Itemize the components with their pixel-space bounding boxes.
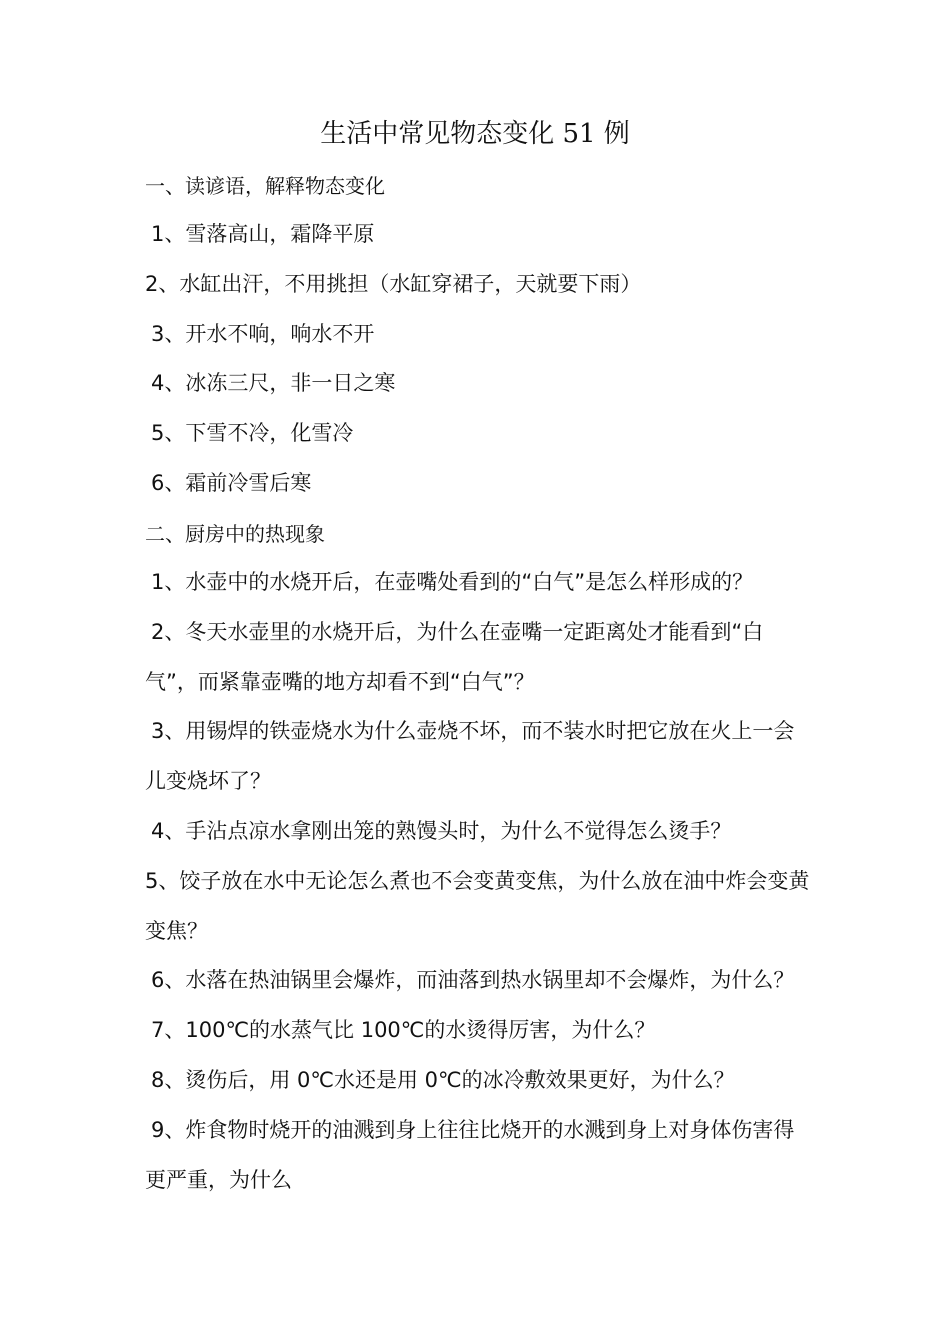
section-heading-1: 一、读谚语，解释物态变化 xyxy=(145,174,385,198)
question-item: 3、用锡焊的铁壶烧水为什么壶烧不坏，而不装水时把它放在火上一会儿变烧坏了？ xyxy=(145,719,795,793)
proverb-item: 2、水缸出汗，不用挑担（水缸穿裙子，天就要下雨） xyxy=(145,272,642,296)
proverb-item: 5、下雪不冷，化雪冷 xyxy=(151,421,354,445)
question-item: 9、炸食物时烧开的油溅到身上往往比烧开的水溅到身上对身体伤害得更严重，为什么 xyxy=(145,1118,795,1192)
proverb-item: 3、开水不响，响水不开 xyxy=(151,322,375,346)
question-item: 5、饺子放在水中无论怎么煮也不会变黄变焦，为什么放在油中炸会变黄变焦？ xyxy=(145,869,810,943)
question-item: 8、烫伤后，用 0℃水还是用 0℃的冰冷敷效果更好，为什么？ xyxy=(151,1068,735,1092)
document-title: 生活中常见物态变化 51 例 xyxy=(320,119,630,149)
question-item: 7、100℃的水蒸气比 100℃的水烫得厉害，为什么？ xyxy=(151,1018,656,1042)
proverb-item: 6、霜前冷雪后寒 xyxy=(151,471,312,495)
question-item: 4、手沾点凉水拿刚出笼的熟馒头时，为什么不觉得怎么烫手？ xyxy=(151,819,732,843)
question-item: 2、冬天水壶里的水烧开后，为什么在壶嘴一定距离处才能看到“白气”，而紧靠壶嘴的地方却看不到“白气”？ xyxy=(145,620,764,694)
question-item: 1、水壶中的水烧开后，在壶嘴处看到的“白气”是怎么样形成的？ xyxy=(151,570,754,594)
question-item: 6、水落在热油锅里会爆炸，而油落到热水锅里却不会爆炸，为什么？ xyxy=(151,968,795,992)
section-heading-2: 二、厨房中的热现象 xyxy=(145,522,325,546)
proverb-item: 4、冰冻三尺，非一日之寒 xyxy=(151,371,396,395)
proverb-item: 1、雪落高山，霜降平原 xyxy=(151,222,375,246)
